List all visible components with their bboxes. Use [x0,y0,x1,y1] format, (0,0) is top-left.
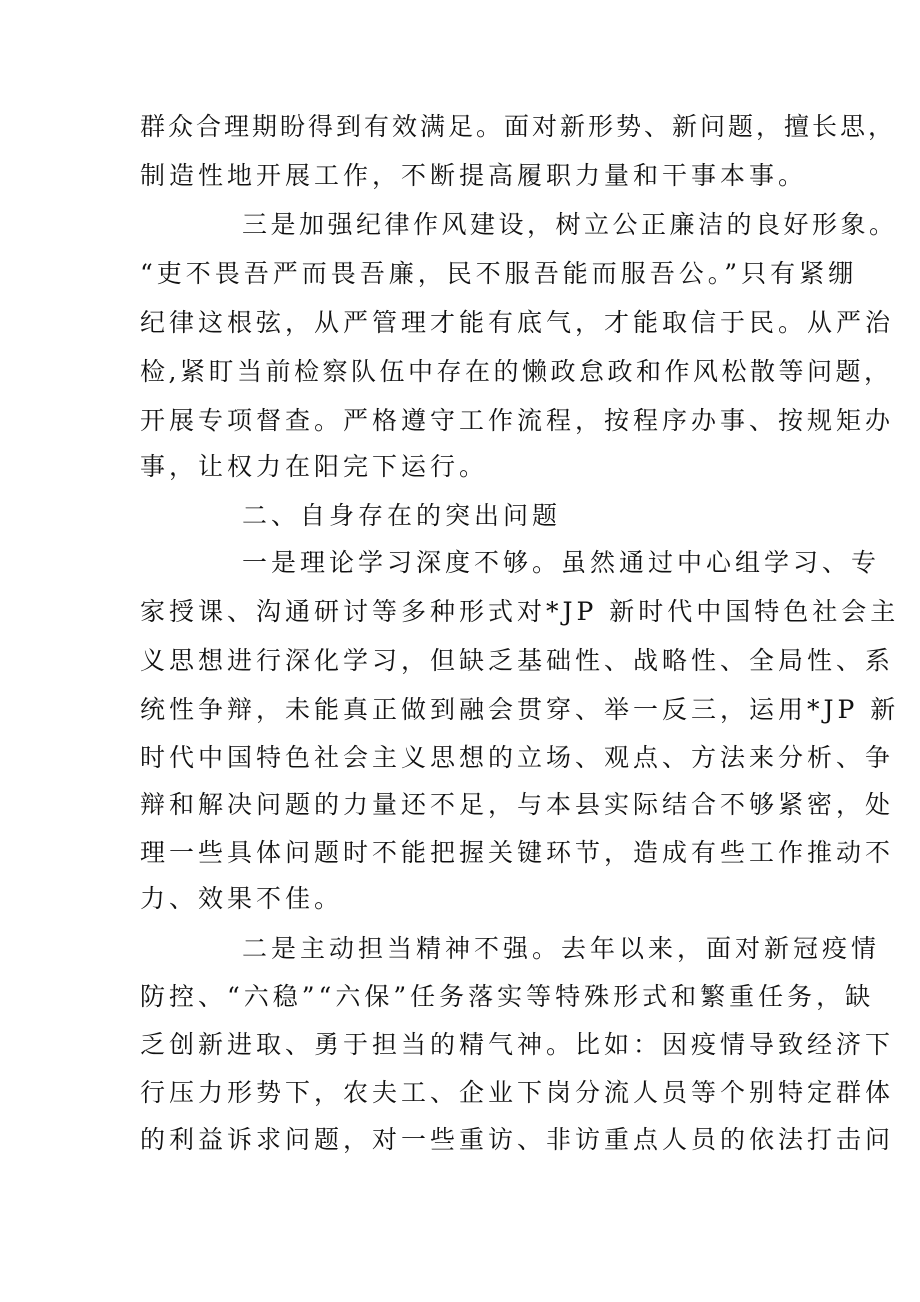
text-line: 的利益诉求问题，对一些重访、非访重点人员的依法打击问 [140,1125,895,1154]
text-line: 三是加强纪律作风建设，树立公正廉洁的良好形象。 [242,210,898,239]
text-line: 检,紧盯当前检察队伍中存在的懒政怠政和作风松散等问题， [140,357,893,386]
text-line: 时代中国特色社会主义思想的立场、观点、方法来分析、争 [140,743,895,772]
text-line: 行压力形势下，农夫工、企业下岗分流人员等个别特定群体 [140,1078,895,1107]
text-line: 开展专项督查。严格遵守工作流程，按程序办事、按规矩办 [140,406,895,435]
text-line: 纪律这根弦，从严管理才能有底气，才能取信于民。从严治 [140,308,895,337]
text-line: 防控、“六稳”“六保”任务落实等特殊形式和繁重任务，缺 [140,982,875,1011]
text-line: 二是主动担当精神不强。去年以来，面对新冠疫情 [242,934,881,963]
text-line: 事，让权力在阳完下运行。 [140,452,489,481]
section-heading: 二、自身存在的突出问题 [242,501,562,530]
text-line: 力、效果不佳。 [140,884,344,913]
text-line: 理一些具体问题时不能把握关键环节，造成有些工作推动不 [140,838,895,867]
text-line: 义思想进行深化学习，但缺乏基础性、战略性、全局性、系 [140,646,895,675]
text-line: 家授课、沟通研讨等多种形式对*JP 新时代中国特色社会主 [140,597,900,626]
text-line: 一是理论学习深度不够。虽然通过中心组学习、专 [242,548,881,577]
text-line: “吏不畏吾严而畏吾廉，民不服吾能而服吾公。”只有紧绷 [140,259,858,288]
text-line: 制造性地开展工作，不断提高履职力量和干事本事。 [140,161,808,190]
text-line: 辩和解决问题的力量还不足，与本县实际结合不够紧密，处 [140,790,895,819]
text-line: 群众合理期盼得到有效满足。面对新形势、新问题，擅长思， [140,112,897,141]
text-line: 统性争辩，未能真正做到融会贯穿、举一反三，运用*JP 新 [140,695,900,724]
text-line: 乏创新进取、勇于担当的精气神。比如：因疫情导致经济下 [140,1030,895,1059]
